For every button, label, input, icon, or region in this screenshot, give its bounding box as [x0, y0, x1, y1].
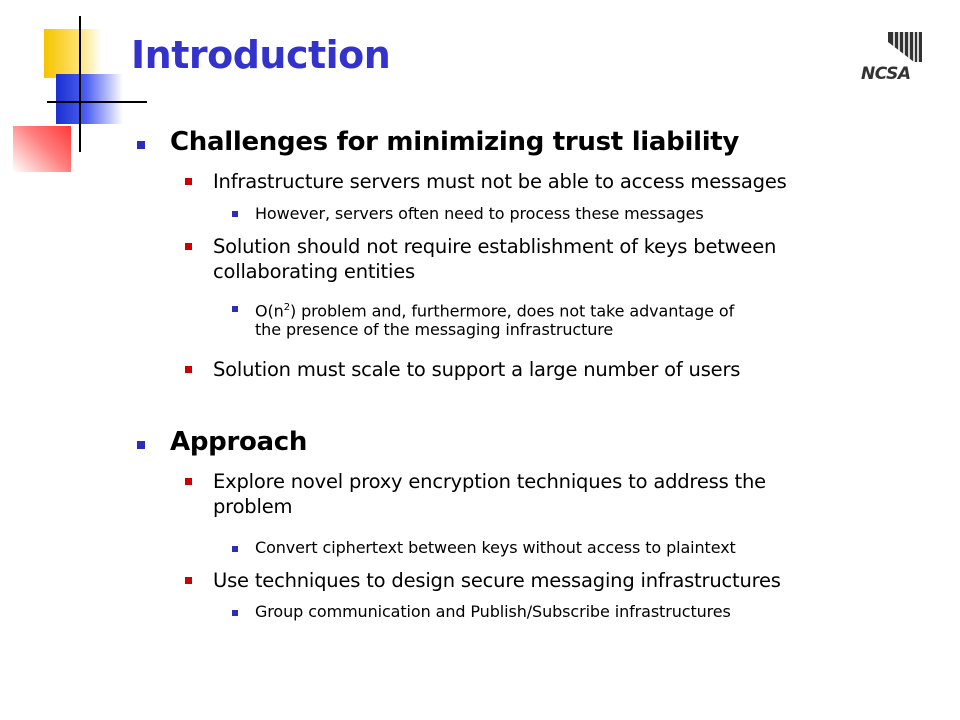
decor-red-square: [13, 126, 71, 172]
item-text: Explore novel proxy encryption techniques to address the: [213, 470, 766, 493]
bullet-icon: [232, 610, 238, 616]
item-text-continued: problem: [213, 495, 293, 518]
decor-blue-square: [56, 74, 123, 124]
decor-vertical-line: [79, 16, 81, 152]
bullet-icon: [137, 141, 145, 149]
bullet-icon: [185, 243, 192, 250]
bullet-icon: [232, 211, 238, 217]
bullet-icon: [137, 441, 145, 449]
item-text: Use techniques to design secure messaging infrastructures: [213, 569, 781, 592]
item-text: However, servers often need to process these messages: [255, 204, 704, 223]
item-text: Infrastructure servers must not be able to access messages: [213, 170, 787, 193]
slide-title: Introduction: [131, 33, 391, 77]
bullet-icon: [185, 366, 192, 373]
bullet-icon: [232, 546, 238, 552]
item-text-continued: collaborating entities: [213, 260, 415, 283]
heading-text: Approach: [170, 427, 308, 457]
item-text-continued: the presence of the messaging infrastructure: [255, 320, 614, 339]
item-text: Group communication and Publish/Subscribe infrastructures: [255, 602, 731, 621]
decor-horizontal-line: [47, 101, 147, 103]
logo-text: NCSA: [861, 64, 911, 84]
item-text: Solution must scale to support a large number of users: [213, 358, 741, 381]
decor-yellow-square: [44, 29, 102, 78]
superscript: 2: [283, 302, 290, 313]
item-text: Solution should not require establishment of keys between: [213, 235, 777, 258]
heading-text: Challenges for minimizing trust liability: [170, 127, 740, 157]
bullet-icon: [185, 178, 192, 185]
bullet-icon: [185, 478, 192, 485]
item-text: $O(n^2)$ problem and, furthermore, does not take advantage of: [255, 301, 735, 321]
item-text: Convert ciphertext between keys without access to plaintext: [255, 538, 736, 557]
bullet-icon: [232, 306, 238, 312]
bullet-icon: [185, 577, 192, 584]
